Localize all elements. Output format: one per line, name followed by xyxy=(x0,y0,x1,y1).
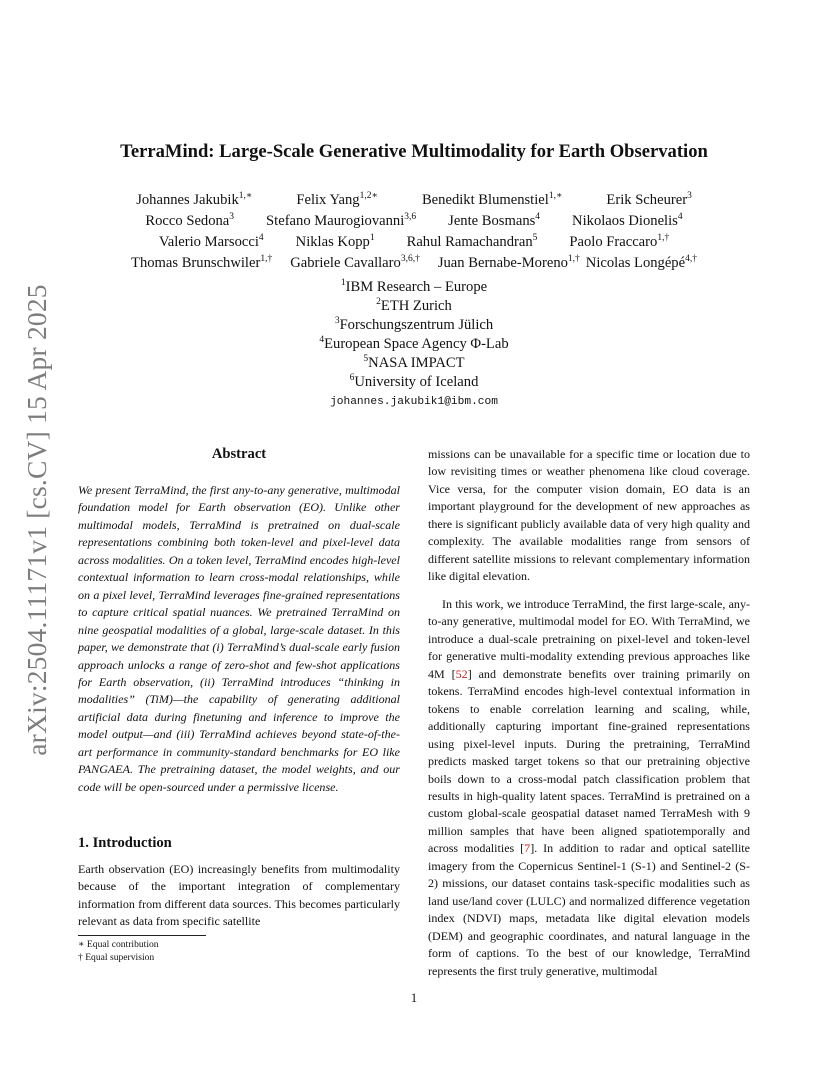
author: Stefano Maurogiovanni$^{3,6}$ xyxy=(266,212,417,229)
author: Thomas Brunschwiler$^{1,\dagger}$ xyxy=(131,254,273,271)
author: Nicolas Longépé$^{4,\dagger}$ xyxy=(585,254,697,271)
affiliation: $^2$ETH Zurich xyxy=(376,297,452,314)
author: Juan Bernabe-Moreno$^{1,\dagger}$ xyxy=(437,254,580,271)
right-column-paragraph-2: In this work, we introduce TerraMind, the first large-scale, any-to-any generative, multimodal model for EO. With TerraMind, we introduce a dual-scale pretraining on pixel-level and token-level for generative multi-modality extending previous approaches like 4M [52] and demonstrate benefits over training primarily on tokens. TerraMind encodes high-level contextual information in tokens to enable correlation learning and scaling, while, additionally capturing important fine-grained representations using pixel-level inputs. During the pretraining, TerraMind predicts masked target tokens so that our pretraining objective boils down to a cross-modal patch classification problem that results in high-quality latent spaces. TerraMind is pretrained on a custom global-scale geospatial dataset named TerraMesh with 9 million samples that have been aligned spatiotemporally and across modalities [7]. In addition to radar and optical satellite imagery from the Copernicus Sentinel-1 (S-1) and Sentinel-2 (S-2) missions, our dataset contains task-specific modalities such as land use/land cover (LULC) and normalized difference vegetation index (NDVI) maps, metadata like digital elevation models (DEM) and geographic coordinates, and natural language in the form of captions. To the best of our knowledge, TerraMind represents the first truly generative, multimodal xyxy=(428,597,751,978)
author: Erik Scheurer$^3$ xyxy=(606,191,692,208)
author: Johannes Jakubik$^{1,∗}$ xyxy=(136,191,253,208)
affiliation: $^3$Forschungszentrum Jülich xyxy=(334,316,494,333)
introduction-text: Earth observation (EO) increasingly benefits from multimodality because of the important integration of complementary information from different data sources. This becomes particularly relevant as data from specific satellite xyxy=(78,862,400,929)
affiliation: $^5$NASA IMPACT xyxy=(363,354,465,371)
author-line-1 xyxy=(0,192,828,212)
arxiv-stamp-text: arXiv:2504.11171v1 [cs.CV] 15 Apr 2025 xyxy=(21,284,52,756)
introduction-heading: 1. Introduction xyxy=(78,835,172,851)
author: Rocco Sedona$^3$ xyxy=(145,212,235,229)
citation-link[interactable]: 7 xyxy=(524,841,531,856)
author: Jente Bosmans$^4$ xyxy=(448,212,541,229)
footnote: † Equal supervision xyxy=(78,952,155,963)
author: Paolo Fraccaro$^{1,\dagger}$ xyxy=(569,233,670,250)
page-number: 1 xyxy=(410,991,418,1005)
author: Felix Yang$^{1,2∗}$ xyxy=(296,191,378,208)
paper-title: TerraMind: Large-Scale Generative Multimodality for Earth Observation xyxy=(120,141,708,162)
affiliation: $^6$University of Iceland xyxy=(349,373,479,390)
author: Rahul Ramachandran$^5$ xyxy=(406,233,538,250)
author-line-2 xyxy=(0,213,828,233)
affiliation: $^1$IBM Research – Europe xyxy=(340,278,488,295)
author: Valerio Marsocci$^4$ xyxy=(158,233,264,250)
author: Nikolaos Dionelis$^4$ xyxy=(572,212,683,229)
abstract-text: We present TerraMind, the first any-to-any generative, multimodal foundation model for Earth observation (EO). Unlike other multimodal models, TerraMind is pretrained on dual-scale representations combining both token-level and pixel-level data across modalities. On a token level, TerraMind encodes high-level contextual information to learn cross-modal relationships, while on a pixel level, TerraMind leverages fine-grained representations to capture critical spatial nuances. We pretrained TerraMind on nine geospatial modalities of a global, large-scale dataset. In this paper, we demonstrate that (i) TerraMind’s dual-scale early fusion approach unlocks a range of zero-shot and few-shot applications for Earth observation, (ii) TerraMind introduces “thinking in modalities” (TiM)—the capability of generating additional artificial data during finetuning and inference to improve the model output—and (iii) TerraMind achieves beyond state-of-the-art performance in community-standard benchmarks for EO like PANGAEA. The pretraining dataset, the model weights, and our code will be open-sourced under a permissive license. xyxy=(78,483,400,794)
author-line-3 xyxy=(0,234,828,254)
citation-link[interactable]: 52 xyxy=(455,666,468,681)
author: Gabriele Cavallaro$^{3,6,\dagger}$ xyxy=(290,254,420,271)
author-email[interactable]: johannes.jakubik1@ibm.com xyxy=(330,396,498,408)
affiliation: $^4$European Space Agency Φ-Lab xyxy=(319,335,509,352)
footnote-divider xyxy=(78,935,206,936)
right-column-paragraph-1: missions can be unavailable for a specific time or location due to low revisiting times or weather phenomena like cloud coverage. Vice versa, for the computer vision domain, EO data is an important playground for the development of new approaches as there is significant publicly available data of very high quality and complexity. The available modalities range from sensors of different satellite missions to relevant complementary information like digital elevation. xyxy=(428,447,750,584)
abstract-heading: Abstract xyxy=(211,446,267,462)
author-line-4 xyxy=(0,255,828,275)
footnote: ∗ Equal contribution xyxy=(78,939,159,950)
author: Niklas Kopp$^1$ xyxy=(295,233,375,250)
author: Benedikt Blumenstiel$^{1,∗}$ xyxy=(421,191,563,208)
